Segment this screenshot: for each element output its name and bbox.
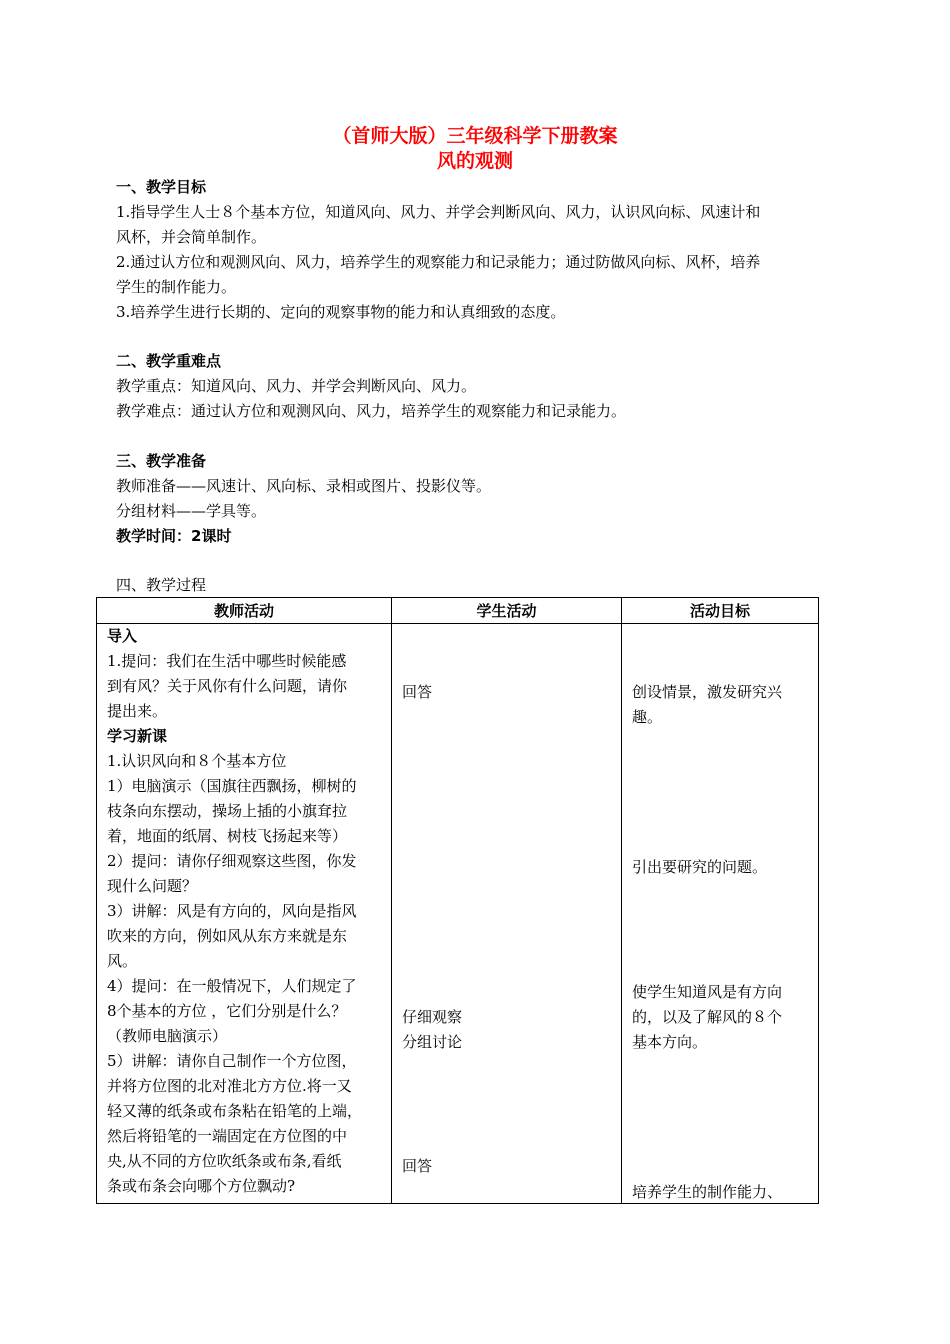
cell-line: 回答 bbox=[402, 1157, 433, 1175]
cell-line: 使学生知道风是有方向 bbox=[632, 983, 783, 1001]
cell-line: 并将方位图的北对准北方方位.将一又 bbox=[107, 1077, 352, 1095]
cell-line: 基本方向。 bbox=[632, 1033, 708, 1051]
cell-line: 学习新课 bbox=[107, 727, 168, 745]
cell-line: 着，地面的纸屑、树枝飞扬起来等） bbox=[107, 827, 348, 845]
paragraph-line: 3.培养学生进行长期的、定向的观察事物的能力和认真细致的态度。 bbox=[116, 303, 566, 321]
cell-line: （教师电脑演示） bbox=[107, 1027, 228, 1045]
paragraph-line: 教学重点：知道风向、风力、并学会判断风向、风力。 bbox=[116, 377, 477, 395]
paragraph-line: 1.指导学生人士８个基本方位，知道风向、风力、并学会判断风向、风力，认识风向标、风速计和 bbox=[116, 203, 761, 221]
section-heading: 二、教学重难点 bbox=[116, 352, 222, 370]
paragraph-line: 学生的制作能力。 bbox=[116, 278, 237, 296]
cell-line: 风。 bbox=[107, 952, 138, 970]
paragraph-line: 2.通过认方位和观测风向、风力，培养学生的观察能力和记录能力；通过防做风向标、风杯，培养 bbox=[116, 253, 761, 271]
cell-line: 5）讲解：请你自己制作一个方位图， bbox=[107, 1052, 357, 1070]
document-subtitle: 风的观测 bbox=[436, 150, 513, 172]
cell-line: 分组讨论 bbox=[402, 1033, 463, 1051]
column-header-goal: 活动目标 bbox=[622, 598, 819, 624]
table-row bbox=[97, 624, 819, 1204]
cell-line: 1.认识风向和８个基本方位 bbox=[107, 752, 287, 770]
paragraph-line: 风杯，并会简单制作。 bbox=[116, 228, 267, 246]
cell-line: 趣。 bbox=[632, 708, 663, 726]
cell-line: 然后将铅笔的一端固定在方位图的中 bbox=[107, 1127, 348, 1145]
cell-line: 引出要研究的问题。 bbox=[632, 858, 768, 876]
cell-line: 创设情景，激发研究兴 bbox=[632, 683, 783, 701]
lesson-time: 教学时间：2课时 bbox=[116, 527, 232, 545]
cell-line: 现什么问题？ bbox=[107, 877, 198, 895]
cell-line: 8个基本的方位 ，它们分别是什么？ bbox=[107, 1002, 347, 1020]
paragraph-line: 教师准备——风速计、风向标、录相或图片、投影仪等。 bbox=[116, 477, 492, 495]
cell-line: 吹来的方向，例如风从东方来就是东 bbox=[107, 927, 348, 945]
section-heading: 三、教学准备 bbox=[116, 452, 207, 470]
student-activity-cell bbox=[392, 624, 622, 1204]
cell-line: 1.提问：我们在生活中哪些时候能感 bbox=[107, 652, 347, 670]
cell-line: 2）提问：请你仔细观察这些图，你发 bbox=[107, 852, 357, 870]
section-heading: 一、教学目标 bbox=[116, 178, 207, 196]
cell-line: 轻又薄的纸条或布条粘在铅笔的上端， bbox=[107, 1102, 363, 1120]
cell-line: 1）电脑演示（国旗往西飘扬，柳树的 bbox=[107, 777, 357, 795]
section-heading: 四、教学过程 bbox=[116, 576, 207, 594]
column-header-teacher: 教师活动 bbox=[97, 598, 392, 624]
lesson-process-table bbox=[96, 597, 819, 1204]
cell-line: 提出来。 bbox=[107, 702, 168, 720]
cell-line: 仔细观察 bbox=[402, 1008, 463, 1026]
cell-line: 回答 bbox=[402, 683, 433, 701]
cell-line: 枝条向东摆动，操场上插的小旗耷拉 bbox=[107, 802, 348, 820]
cell-line: 的，以及了解风的８个 bbox=[632, 1008, 783, 1026]
cell-line: 4）提问：在一般情况下，人们规定了 bbox=[107, 977, 357, 995]
table-header-row bbox=[97, 598, 819, 624]
column-header-student: 学生活动 bbox=[392, 598, 622, 624]
document-title: （首师大版）三年级科学下册教案 bbox=[332, 125, 618, 147]
cell-line: 培养学生的制作能力、 bbox=[632, 1183, 783, 1201]
paragraph-line: 教学难点：通过认方位和观测风向、风力，培养学生的观察能力和记录能力。 bbox=[116, 402, 627, 420]
cell-line: 导入 bbox=[107, 627, 138, 645]
teacher-activity-cell bbox=[97, 624, 392, 1204]
cell-line: 3）讲解：风是有方向的，风向是指风 bbox=[107, 902, 357, 920]
section-key-points bbox=[116, 349, 846, 424]
section-preparation bbox=[116, 449, 846, 549]
cell-line: 央,从不同的方位吹纸条或布条,看纸 bbox=[107, 1152, 342, 1170]
cell-line: 条或布条会向哪个方位飘动? bbox=[107, 1177, 296, 1195]
activity-goal-cell bbox=[622, 624, 819, 1204]
cell-line: 到有风？关于风你有什么问题，请你 bbox=[107, 677, 348, 695]
section-process bbox=[116, 573, 846, 598]
section-goals bbox=[116, 175, 846, 325]
paragraph-line: 分组材料——学具等。 bbox=[116, 502, 267, 520]
